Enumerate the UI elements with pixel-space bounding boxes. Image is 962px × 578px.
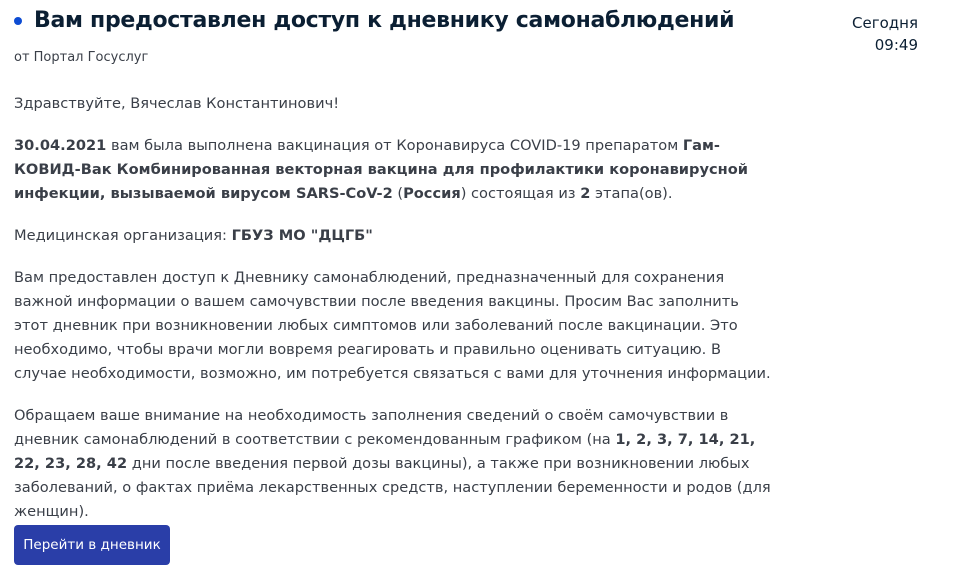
organization-name: ГБУЗ МО "ДЦГБ" — [231, 227, 373, 244]
message-time: 09:49 — [874, 36, 918, 54]
organization-paragraph: Медицинская организация: ГБУЗ МО "ДЦГБ" — [14, 227, 373, 244]
vaccine-country: Россия — [403, 185, 461, 202]
message-title: Вам предоставлен доступ к дневнику самонаблюдений — [34, 8, 735, 33]
diary-info-paragraph: Вам предоставлен доступ к Дневнику самонаблюдений, предназначенный для сохранения важной информации о вашем самочувствии после введения вакцины. Просим Вас заполнить этот дневник при возникновении любых симптомов или заболеваний после вакцинации. Это необходимо, чтобы врачи могли вовремя реагировать и правильно оценивать ситуацию. В случае необходимости, возможно, им потребуется связаться с вами для уточнения информации. — [14, 269, 771, 382]
greeting: Здравствуйте, Вячеслав Константинович! — [14, 95, 340, 112]
vaccination-paragraph: 30.04.2021 вам была выполнена вакцинация от Коронавируса COVID-19 препаратом Гам-КОВИД-Вак Комбинированная векторная вакцина для профилактики коронавирусной инфекции, вызываемой вирусом SARS-CoV-2 (Россия) состоящая из 2 этапа(ов). — [14, 137, 748, 202]
message-date: Сегодня — [852, 14, 918, 32]
message-sender: от Портал Госуслуг — [14, 50, 149, 65]
message-datetime — [852, 12, 918, 56]
vaccination-date: 30.04.2021 — [14, 137, 107, 154]
message-body — [14, 92, 774, 542]
message-header — [14, 8, 734, 33]
schedule-days: 1, 2, 3, 7, 14, 21, 22, 23, 28, 42 — [14, 431, 756, 472]
unread-dot-icon — [14, 17, 22, 25]
schedule-paragraph: Обращаем ваше внимание на необходимость заполнения сведений о своём самочувствии в дневник самонаблюдений в соответствии с рекомендованным графиком (на 1, 2, 3, 7, 14, 21, 22, 23, 28, 42 дни после введения первой дозы вакцины), а также при возникновении любых заболеваний, о фактах приёма лекарственных средств, наступлении беременности и родов (для женщин). — [14, 407, 771, 520]
vaccine-name: Гам-КОВИД-Вак Комбинированная векторная вакцина для профилактики коронавирусной инфекции, вызываемой вирусом SARS-CoV-2 — [14, 137, 748, 202]
stages-count: 2 — [580, 185, 591, 202]
go-to-diary-button[interactable]: Перейти в дневник — [14, 525, 170, 565]
